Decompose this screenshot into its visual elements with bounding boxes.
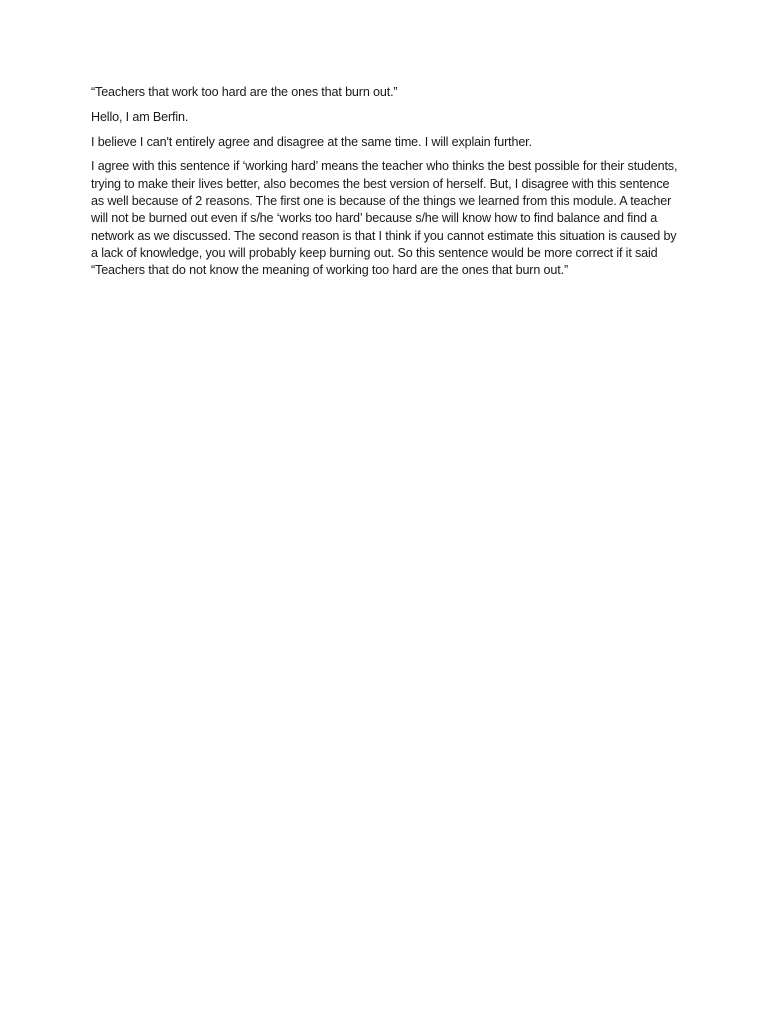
- document-body: [91, 84, 681, 287]
- greeting-paragraph: Hello, I am Berfin.: [91, 109, 189, 124]
- title-quote: “Teachers that work too hard are the ones that burn out.”: [91, 85, 398, 99]
- intro-paragraph: I believe I can't entirely agree and disagree at the same time. I will explain further.: [91, 134, 532, 149]
- main-paragraph: I agree with this sentence if ‘working hard’ means the teacher who thinks the best possible for their students, trying to make their lives better, also becomes the best version of herself. But, I disagree with this sentence as well because of 2 reasons. The first one is because of the things we learned from this module. A teacher will not be burned out even if s/he ‘works too hard’ because s/he will know how to find balance and find a network as we discussed. The second reason is that I think if you cannot estimate this situation is caused by a lack of knowledge, you will probably keep burning out. So this sentence would be more correct if it said “Teachers that do not know the meaning of working too hard are the ones that burn out.”: [91, 159, 678, 278]
